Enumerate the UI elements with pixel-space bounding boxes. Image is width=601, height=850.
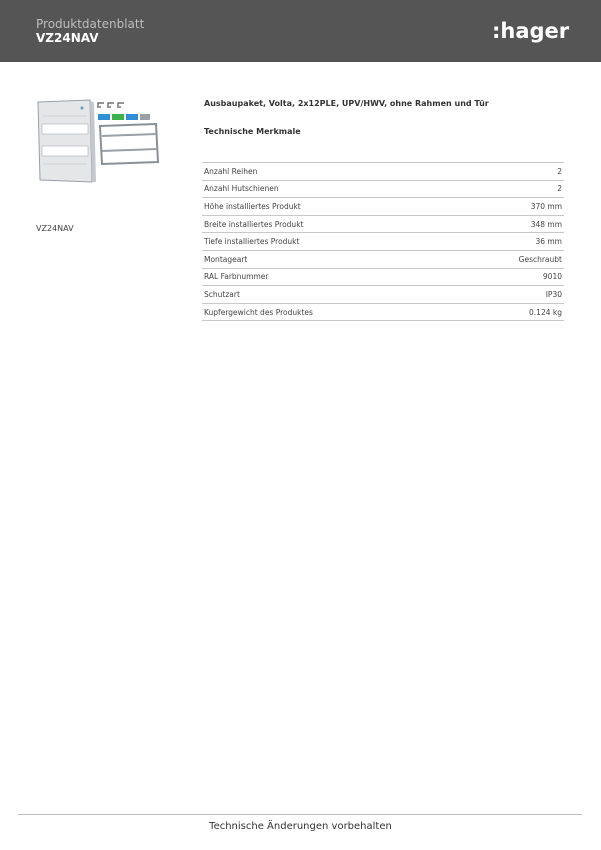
spec-label: RAL Farbnummer	[202, 268, 457, 286]
spec-value: 370 mm	[457, 198, 564, 216]
logo-text: :hager	[492, 19, 570, 43]
spec-value: 2	[457, 180, 564, 198]
table-row	[202, 180, 564, 198]
spec-label: Anzahl Hutschienen	[202, 180, 457, 198]
spec-value: 2	[457, 163, 564, 181]
spec-value: 9010	[457, 268, 564, 286]
spec-label: Kupfergewicht des Produktes	[202, 303, 457, 321]
footer-divider	[18, 814, 582, 815]
spec-label: Tiefe installiertes Produkt	[202, 233, 457, 251]
footer-disclaimer: Technische Änderungen vorbehalten	[209, 821, 392, 832]
spec-value: IP30	[457, 286, 564, 304]
table-row	[202, 286, 564, 304]
table-row	[202, 163, 564, 181]
table-row	[202, 303, 564, 321]
spec-label: Höhe installiertes Produkt	[202, 198, 457, 216]
table-row	[202, 198, 564, 216]
page-header	[0, 0, 601, 62]
image-caption: VZ24NAV	[36, 224, 74, 233]
section-title: Technische Merkmale	[204, 127, 301, 136]
product-image	[34, 96, 164, 186]
spec-value: 0.124 kg	[457, 303, 564, 321]
spec-label: Anzahl Reihen	[202, 163, 457, 181]
table-row	[202, 250, 564, 268]
table-row	[202, 268, 564, 286]
spec-label: Schutzart	[202, 286, 457, 304]
table-row	[202, 233, 564, 251]
spec-value: 348 mm	[457, 215, 564, 233]
table-row	[202, 215, 564, 233]
product-title: Ausbaupaket, Volta, 2x12PLE, UPV/HWV, ohne Rahmen und Tür	[204, 99, 489, 108]
spec-value: Geschraubt	[457, 250, 564, 268]
spec-table	[202, 162, 564, 321]
spec-value: 36 mm	[457, 233, 564, 251]
hager-logo	[492, 16, 572, 46]
spec-label: Montageart	[202, 250, 457, 268]
header-product-code: VZ24NAV	[36, 31, 99, 45]
document-type: Produktdatenblatt	[36, 17, 145, 31]
spec-label: Breite installiertes Produkt	[202, 215, 457, 233]
